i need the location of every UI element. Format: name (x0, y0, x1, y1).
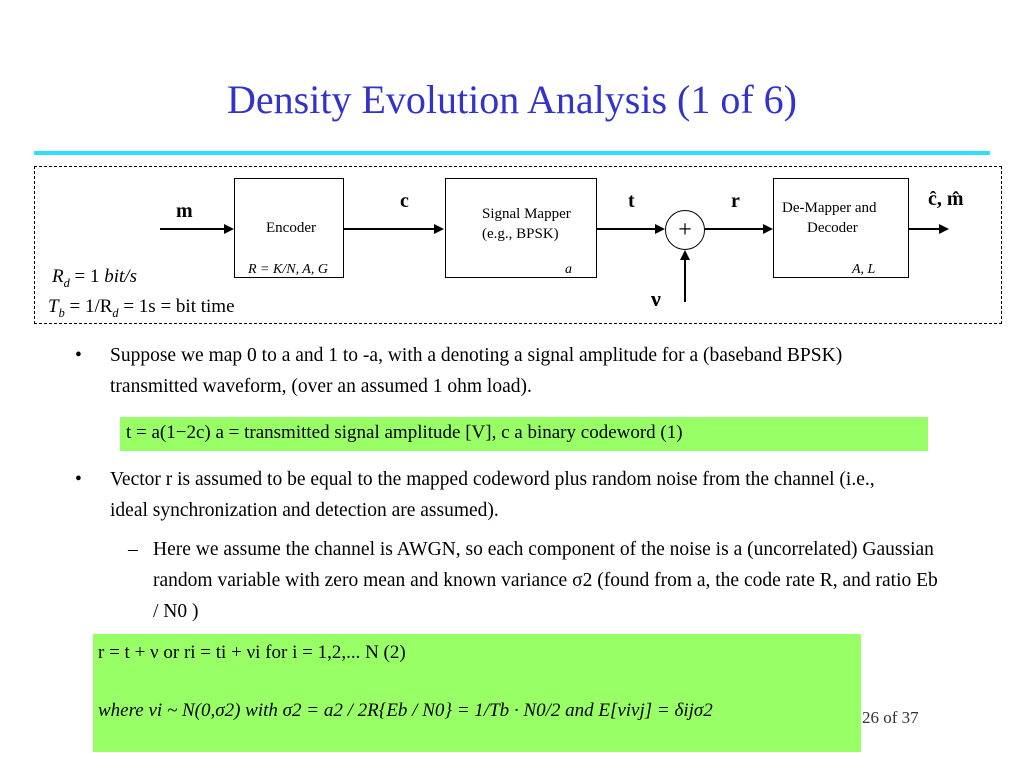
mapper-param: a (565, 262, 572, 277)
sub-bullet-text: Here we assume the channel is AWGN, so each component of the noise is a (uncorrelated) Gaussian random variable with zero mean and known variance σ2 (found from a, the code rate R, and ratio Eb / N0 ) (153, 539, 938, 622)
arrow-r-head (763, 224, 773, 234)
mapper-label-line1: Signal Mapper (482, 206, 571, 222)
bullet-1-marker: • (75, 345, 82, 366)
slide-title: Density Evolution Analysis (1 of 6) (227, 77, 797, 122)
title-underline (34, 151, 990, 155)
equation-2-line1: r = t + ν or ri = ti + νi for i = 1,2,... N (2) (98, 642, 406, 663)
bullet-2-text: Vector r is assumed to be equal to the mapped codeword plus random noise from the channel (i.e., ideal synchronization and detection are assumed). (110, 469, 875, 521)
adder-symbol: + (665, 210, 705, 250)
bullet-1-text: Suppose we map 0 to a and 1 to -a, with a denoting a signal amplitude for a (baseband BPSK) transmitted waveform, (over an assumed 1 ohm load). (110, 345, 843, 397)
mapper-label-line2: (e.g., BPSK) (482, 226, 559, 242)
arrow-out-line (909, 228, 939, 230)
arrow-t-line (597, 228, 655, 230)
demapper-params: A, L (852, 262, 876, 277)
encoder-label: Encoder (266, 220, 316, 236)
page-number: 26 of 37 (862, 708, 919, 727)
transmit-label-t: t (628, 190, 635, 212)
equation-1: t = a(1−2c) a = transmitted signal amplitude [V], c a binary codeword (1) (126, 422, 683, 443)
arrow-c-line (344, 228, 434, 230)
arrow-t-head (655, 224, 665, 234)
codeword-label-c: c (400, 190, 409, 212)
tb-equation: $T_b = 1/R_d = 1s$ = bit time (48, 296, 235, 320)
demapper-label-line1: De-Mapper and (782, 200, 877, 216)
noise-label-nu: ν (651, 286, 661, 311)
arrow-noise-head (680, 250, 690, 260)
arrow-noise-line (684, 260, 686, 302)
received-label-r: r (731, 190, 740, 212)
arrow-out-head (939, 224, 949, 234)
arrow-m-head (224, 224, 234, 234)
demapper-label-line2: Decoder (807, 220, 858, 236)
output-label: ĉ, m̂ (928, 188, 964, 210)
encoder-params: R = K/N, A, G (248, 262, 328, 277)
bullet-2-marker: • (75, 469, 82, 490)
arrow-c-head (434, 224, 444, 234)
input-label-m: m (176, 200, 193, 222)
equation-2-line2: where νi ~ N(0,σ2) with σ2 = a2 / 2R{Eb / N0} = 1/Tb · N0/2 and E[νiνj] = δijσ2 (98, 700, 713, 721)
sub-bullet-marker: – (128, 539, 138, 560)
rd-equation: $R_d = 1$ bit/s (52, 266, 137, 290)
arrow-m-line (160, 228, 224, 230)
arrow-r-line (705, 228, 763, 230)
